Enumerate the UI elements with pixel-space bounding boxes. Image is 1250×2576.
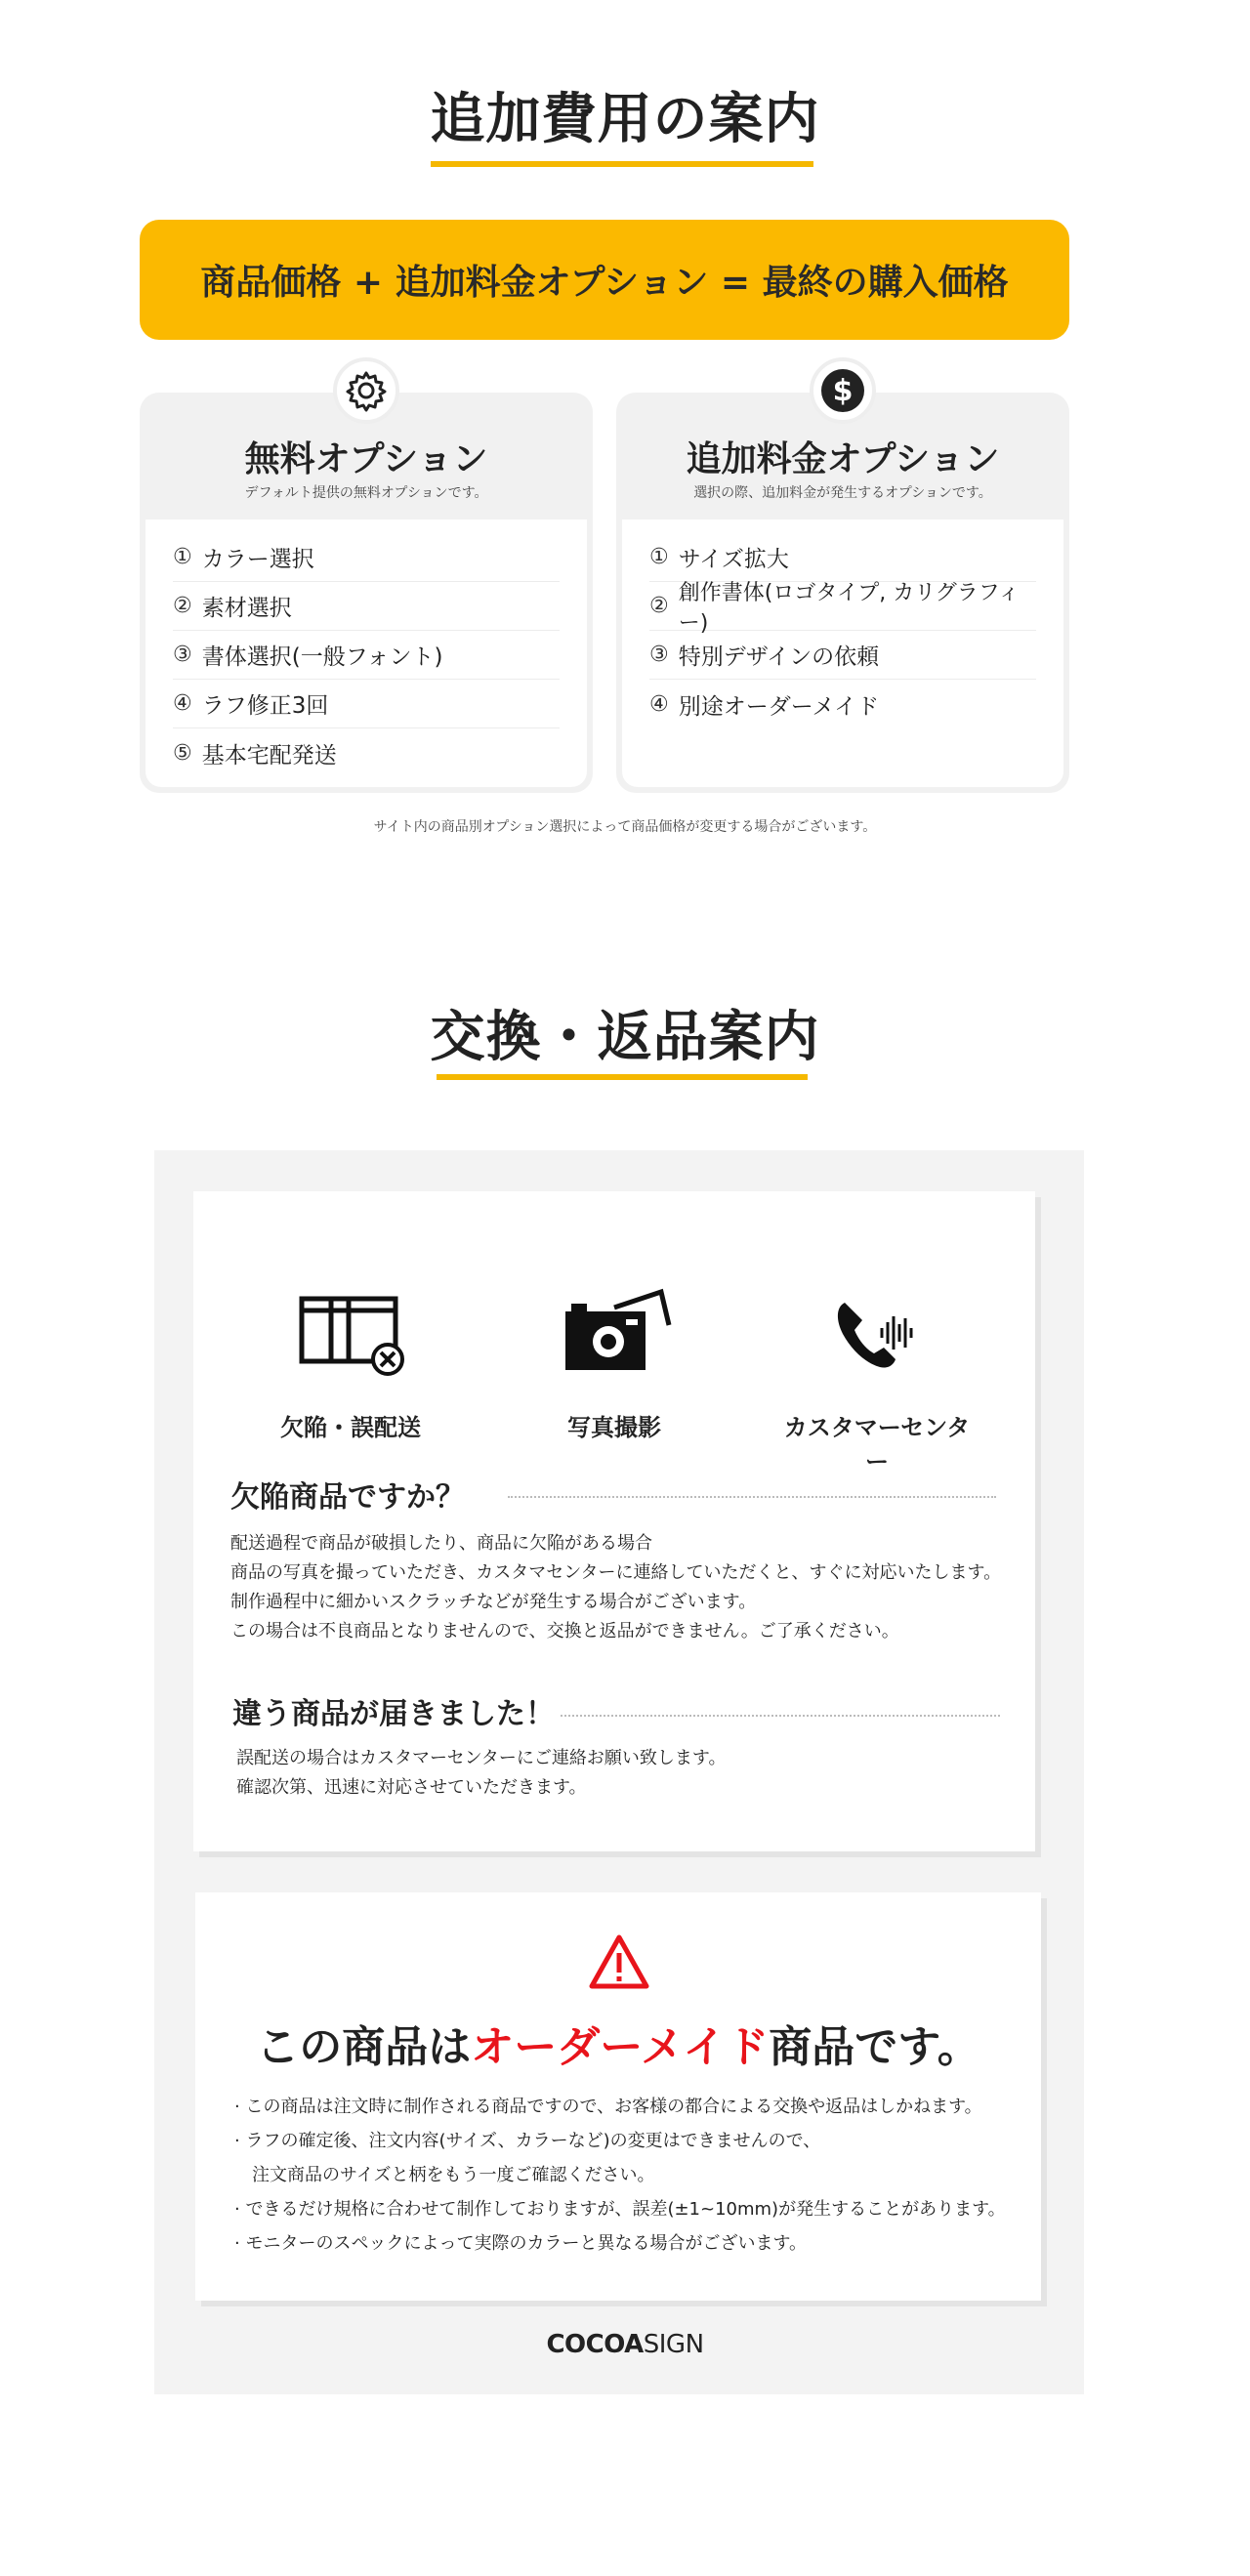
list-item bbox=[649, 533, 1036, 582]
price-formula-banner: 商品価格 + 追加料金オプション = 最終の購入価格 bbox=[140, 220, 1069, 340]
text-line: 商品の写真を撮っていただき、カスタマセンターに連絡していただくと、すぐに対応いたします。 bbox=[230, 1562, 1002, 1583]
defect-text bbox=[230, 1529, 1001, 1646]
free-option-header bbox=[140, 393, 593, 519]
camera-photo-icon bbox=[517, 1279, 712, 1387]
list-item bbox=[649, 680, 1036, 728]
logo-bold: COCOA bbox=[546, 2330, 644, 2359]
item-number: ④ bbox=[649, 691, 669, 717]
feature-label: 欠陥・誤配送 bbox=[280, 1414, 421, 1441]
feature-customer-center bbox=[779, 1279, 975, 1476]
list-item bbox=[649, 580, 1036, 636]
custom-made-notes bbox=[234, 2090, 1006, 2261]
paid-option-card bbox=[616, 374, 1069, 793]
wrong-item-title: 違う商品が届きました！ bbox=[232, 1697, 555, 1731]
title-highlight: オーダーメイド bbox=[471, 2022, 770, 2072]
paid-option-header bbox=[616, 393, 1069, 519]
item-number: ④ bbox=[173, 691, 192, 716]
item-label: 書体選択(一般フォント) bbox=[201, 644, 443, 670]
list-item bbox=[173, 582, 560, 631]
paid-option-list bbox=[622, 519, 1063, 787]
text-line: 制作過程中に細かいスクラッチなどが発生する場合がございます。 bbox=[230, 1592, 757, 1612]
logo-thin: SIGN bbox=[643, 2330, 704, 2359]
item-number: ② bbox=[173, 594, 192, 618]
fee-title-underline bbox=[431, 161, 813, 167]
brand-logo bbox=[0, 2330, 1250, 2359]
warning-icon bbox=[588, 1933, 650, 1990]
phone-call-icon bbox=[779, 1279, 975, 1387]
item-label: 別途オーダーメイド bbox=[678, 693, 880, 720]
exchange-panel bbox=[154, 1150, 1084, 2394]
exchange-section-title: 交換・返品案内 bbox=[430, 1006, 820, 1069]
free-option-card bbox=[140, 393, 593, 793]
list-item bbox=[173, 631, 560, 680]
item-number: ③ bbox=[173, 643, 192, 667]
note-line: 注文商品のサイズと柄をもう一度ご確認ください。 bbox=[234, 2165, 655, 2185]
note-line: · モニターのスペックによって実際のカラーと異なる場合がございます。 bbox=[234, 2233, 807, 2254]
item-label: サイズ拡大 bbox=[678, 547, 789, 572]
title-pre: この商品は bbox=[256, 2022, 472, 2072]
list-item bbox=[173, 728, 560, 777]
feature-defect bbox=[253, 1279, 448, 1442]
note-line: · できるだけ規格に合わせて制作しておりますが、誤差(±1~10mm)が発生することがあります。 bbox=[234, 2199, 1006, 2220]
text-line: この場合は不良商品となりませんので、交換と返品ができません。ご了承ください。 bbox=[230, 1621, 899, 1641]
item-number: ② bbox=[649, 594, 669, 618]
paid-option-title: 追加料金オプション bbox=[686, 439, 1000, 479]
custom-made-card bbox=[195, 1892, 1041, 2301]
text-line: 配送過程で商品が破損したり、商品に欠陥がある場合 bbox=[230, 1533, 652, 1554]
list-item bbox=[173, 680, 560, 728]
exchange-title-underline bbox=[437, 1074, 808, 1080]
custom-made-title bbox=[195, 2012, 1041, 2074]
item-label: 基本宅配発送 bbox=[201, 742, 337, 769]
free-option-title: 無料オプション bbox=[244, 439, 488, 479]
free-option-list bbox=[146, 519, 587, 787]
defect-question-title: 欠陥商品ですか？ bbox=[230, 1480, 465, 1515]
wrong-item-text bbox=[236, 1744, 726, 1803]
feature-label: 写真撮影 bbox=[567, 1414, 661, 1441]
list-item bbox=[649, 631, 1036, 680]
paid-option-subtitle: 選択の際、追加料金が発生するオプションです。 bbox=[693, 485, 992, 501]
note-line: · この商品は注文時に制作される商品ですので、お客様の都合による交換や返品はしかねます。 bbox=[234, 2097, 982, 2117]
svg-text:$: $ bbox=[832, 374, 854, 408]
item-number: ⑤ bbox=[173, 740, 192, 766]
title-post: 商品です。 bbox=[769, 2022, 980, 2072]
wrong-item-divider bbox=[561, 1715, 1000, 1717]
item-number: ③ bbox=[649, 643, 669, 667]
item-label: カラー選択 bbox=[201, 547, 314, 572]
exchange-info-card bbox=[193, 1191, 1035, 1851]
item-label: ラフ修正3回 bbox=[201, 693, 329, 719]
note-line: · ラフの確定後、注文内容(サイズ、カラーなど)の変更はできませんので、 bbox=[234, 2131, 821, 2151]
item-label: 特別デザインの依頼 bbox=[678, 644, 880, 670]
defect-box-icon bbox=[253, 1279, 448, 1387]
feature-photo bbox=[517, 1279, 712, 1442]
item-number: ① bbox=[173, 545, 192, 569]
item-label: 創作書体(ロゴタイプ, カリグラフィー) bbox=[678, 580, 1021, 636]
fee-section-title: 追加費用の案内 bbox=[430, 88, 820, 151]
text-line: 誤配送の場合はカスタマーセンターにご連絡お願い致します。 bbox=[236, 1748, 727, 1768]
list-item bbox=[173, 533, 560, 582]
defect-divider bbox=[508, 1496, 996, 1498]
item-number: ① bbox=[649, 545, 669, 569]
item-label: 素材選択 bbox=[201, 596, 292, 621]
text-line: 確認次第、迅速に対応させていただきます。 bbox=[236, 1777, 587, 1798]
feature-label: カスタマーセンター bbox=[783, 1414, 971, 1475]
price-change-note: サイト内の商品別オプション選択によって商品価格が変更する場合がございます。 bbox=[373, 819, 877, 835]
free-option-subtitle: デフォルト提供の無料オプションです。 bbox=[244, 485, 488, 501]
